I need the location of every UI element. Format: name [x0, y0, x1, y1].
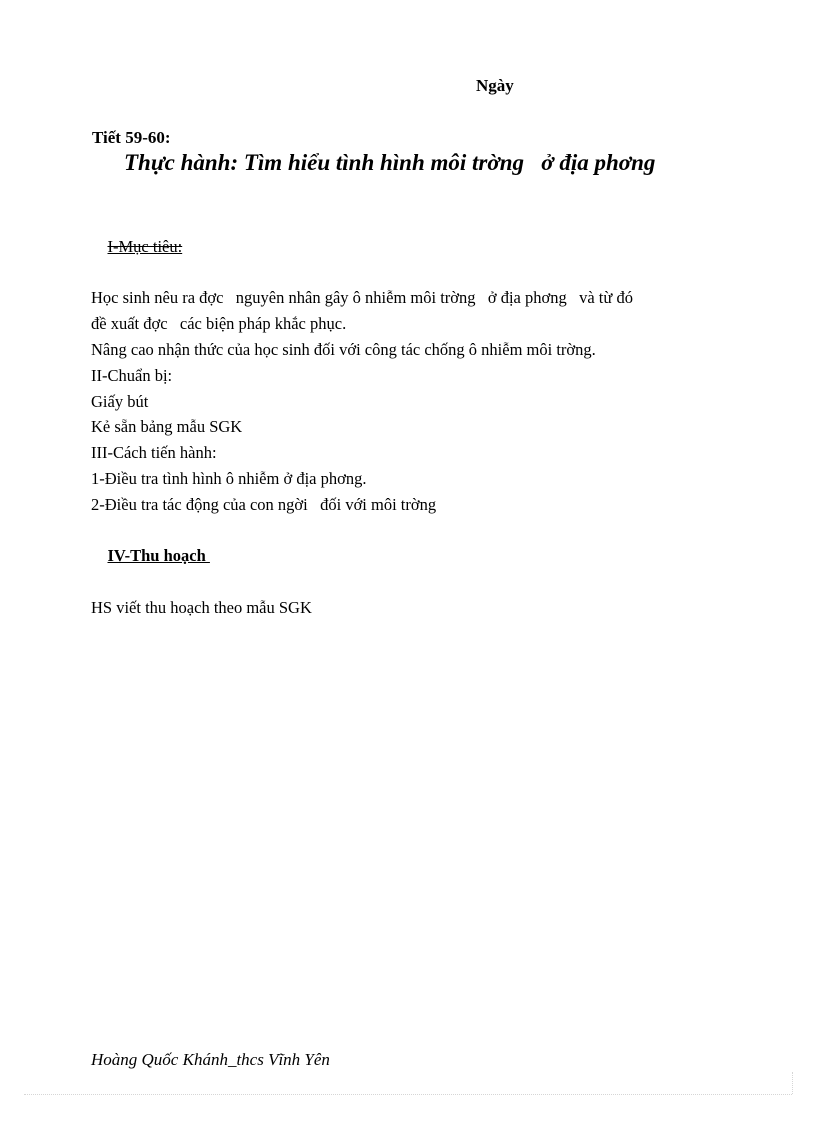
preparation-heading: II-Chuẩn bị: [91, 365, 173, 385]
document-body [91, 208, 731, 621]
harvest-text: HS viết thu hoạch theo mẫu SGK [91, 597, 312, 617]
page-bottom-border [24, 1094, 792, 1095]
objectives-line-2: đề xuất đợc các biện pháp khắc phục. [91, 314, 347, 334]
footer-author: Hoàng Quốc Khánh_thcs Vĩnh Yên [91, 1050, 330, 1069]
lesson-title: Thực hành: Tìm hiểu tình hình môi trờng ở địa phơng [124, 150, 656, 175]
objectives-line-1: Học sinh nêu ra đợc nguyên nhân gây ô nhiễm môi trờng ở địa phơng và từ đó [91, 288, 633, 308]
date-label: Ngày [476, 76, 514, 95]
procedure-heading: III-Cách tiến hành: [91, 443, 217, 463]
procedure-item-1: 1-Điều tra tình hình ô nhiễm ở địa phơng. [91, 468, 367, 488]
objectives-line-3: Nâng cao nhận thức của học sinh đối với công tác chống ô nhiễm môi trờng. [91, 339, 596, 359]
preparation-item-1: Giấy bút [91, 391, 149, 411]
preparation-item-2: Kẻ sẵn bảng mẫu SGK [91, 417, 243, 437]
objectives-heading: I-Mục tiêu: [107, 236, 183, 256]
lesson-number: Tiết 59-60: [92, 128, 171, 147]
page-right-border [792, 1072, 793, 1094]
procedure-item-2: 2-Điều tra tác động của con ngời đối với môi trờng [91, 494, 437, 514]
harvest-heading: IV-Thu hoạch [107, 546, 210, 566]
